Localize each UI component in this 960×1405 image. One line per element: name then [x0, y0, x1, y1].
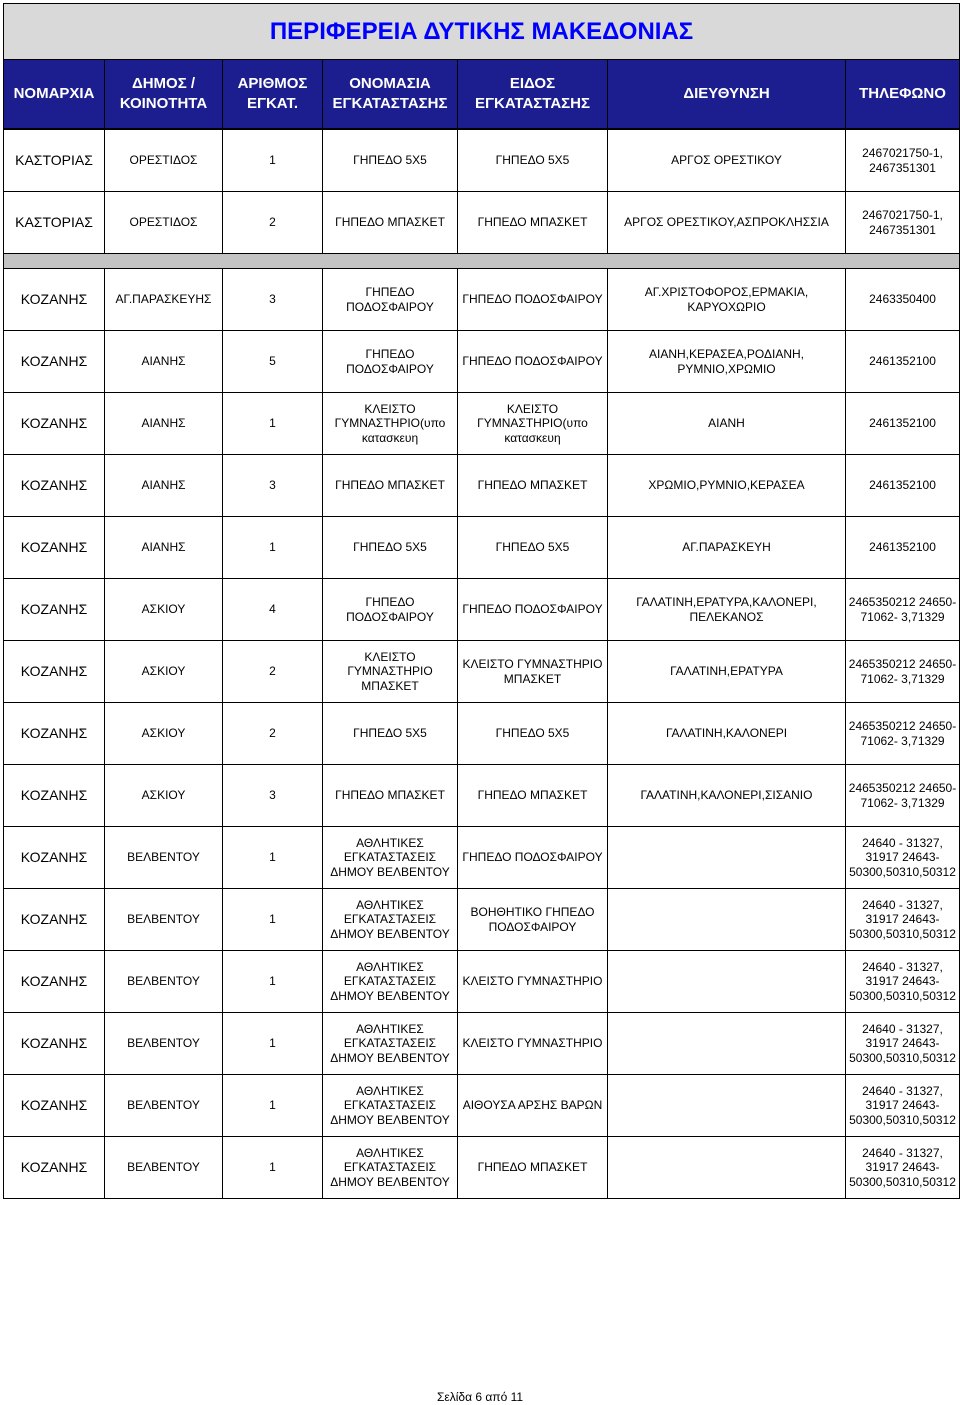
- table-cell: 24640 - 31327, 31917 24643- 50300,50310,50312: [846, 1013, 960, 1075]
- table-cell: 1: [223, 1075, 323, 1137]
- table-cell: ΚΟΖΑΝΗΣ: [4, 1075, 105, 1137]
- table-cell: ΒΕΛΒΕΝΤΟΥ: [105, 951, 223, 1013]
- table-cell: 2: [223, 703, 323, 765]
- table-cell: ΓΗΠΕΔΟ ΜΠΑΣΚΕΤ: [323, 765, 458, 827]
- table-cell: ΑΘΛΗΤΙΚΕΣ ΕΓΚΑΤΑΣΤΑΣΕΙΣ ΔΗΜΟΥ ΒΕΛΒΕΝΤΟΥ: [323, 1013, 458, 1075]
- table-cell: ΓΗΠΕΔΟ ΠΟΔΟΣΦΑΙΡΟΥ: [458, 579, 608, 641]
- table-cell: ΓΗΠΕΔΟ ΜΠΑΣΚΕΤ: [458, 192, 608, 254]
- header-cell: ΟΝΟΜΑΣΙΑ ΕΓΚΑΤΑΣΤΑΣΗΣ: [323, 60, 458, 129]
- table-cell: ΒΕΛΒΕΝΤΟΥ: [105, 827, 223, 889]
- table-cell: 2461352100: [846, 393, 960, 455]
- table-row: [4, 393, 960, 455]
- table-cell: ΑΣΚΙΟΥ: [105, 641, 223, 703]
- table-cell: ΚΛΕΙΣΤΟ ΓΥΜΝΑΣΤΗΡΙΟ: [458, 1013, 608, 1075]
- document-page: [3, 3, 959, 1199]
- table-cell: ΒΟΗΘΗΤΙΚΟ ΓΗΠΕΔΟ ΠΟΔΟΣΦΑΙΡΟΥ: [458, 889, 608, 951]
- table-cell: 2461352100: [846, 331, 960, 393]
- table-cell: ΓΗΠΕΔΟ 5Χ5: [458, 130, 608, 192]
- table-cell: 2467021750-1, 2467351301: [846, 192, 960, 254]
- table-row: [4, 331, 960, 393]
- table-cell: ΓΗΠΕΔΟ ΠΟΔΟΣΦΑΙΡΟΥ: [458, 827, 608, 889]
- table-cell: ΚΟΖΑΝΗΣ: [4, 827, 105, 889]
- table-cell: ΚΟΖΑΝΗΣ: [4, 951, 105, 1013]
- table-cell: ΓΗΠΕΔΟ ΠΟΔΟΣΦΑΙΡΟΥ: [323, 269, 458, 331]
- table-row: [4, 765, 960, 827]
- table-cell: 2465350212 24650-71062- 3,71329: [846, 765, 960, 827]
- table-cell: 4: [223, 579, 323, 641]
- table-cell: ΓΗΠΕΔΟ ΠΟΔΟΣΦΑΙΡΟΥ: [458, 269, 608, 331]
- table-cell: 24640 - 31327, 31917 24643- 50300,50310,50312: [846, 951, 960, 1013]
- table-cell: ΚΟΖΑΝΗΣ: [4, 393, 105, 455]
- table-cell: ΓΑΛΑΤΙΝΗ,ΕΡΑΤΥΡΑ: [608, 641, 846, 703]
- facilities-table: [3, 3, 960, 1199]
- table-row: [4, 1137, 960, 1199]
- table-row: [4, 889, 960, 951]
- table-cell: 3: [223, 455, 323, 517]
- table-cell: ΚΟΖΑΝΗΣ: [4, 889, 105, 951]
- table-cell: ΧΡΩΜΙΟ,ΡΥΜΝΙΟ,ΚΕΡΑΣΕΑ: [608, 455, 846, 517]
- table-row: [4, 1075, 960, 1137]
- table-cell: ΚΟΖΑΝΗΣ: [4, 641, 105, 703]
- table-cell: ΒΕΛΒΕΝΤΟΥ: [105, 1137, 223, 1199]
- table-cell: ΓΗΠΕΔΟ ΜΠΑΣΚΕΤ: [458, 455, 608, 517]
- table-cell: ΚΟΖΑΝΗΣ: [4, 331, 105, 393]
- header-cell: ΤΗΛΕΦΩΝΟ: [846, 60, 960, 129]
- table-cell: ΓΑΛΑΤΙΝΗ,ΚΑΛΟΝΕΡΙ: [608, 703, 846, 765]
- table-cell: 1: [223, 1137, 323, 1199]
- table-cell: ΒΕΛΒΕΝΤΟΥ: [105, 1075, 223, 1137]
- table-cell: [608, 1137, 846, 1199]
- table-cell: ΓΗΠΕΔΟ ΜΠΑΣΚΕΤ: [458, 765, 608, 827]
- table-cell: ΚΟΖΑΝΗΣ: [4, 1137, 105, 1199]
- table-cell: 2461352100: [846, 455, 960, 517]
- table-cell: ΟΡΕΣΤΙΔΟΣ: [105, 130, 223, 192]
- page-title: ΠΕΡΙΦΕΡΕΙΑ ΔΥΤΙΚΗΣ ΜΑΚΕΔΟΝΙΑΣ: [4, 4, 960, 60]
- table-cell: ΑΓ.ΧΡΙΣΤΟΦΟΡΟΣ,ΕΡΜΑΚΙΑ, ΚΑΡΥΟΧΩΡΙΟ: [608, 269, 846, 331]
- table-cell: ΚΛΕΙΣΤΟ ΓΥΜΝΑΣΤΗΡΙΟ(υπο κατασκευη: [323, 393, 458, 455]
- table-row: [4, 579, 960, 641]
- table-row: [4, 269, 960, 331]
- table-cell: 1: [223, 130, 323, 192]
- table-cell: ΓΑΛΑΤΙΝΗ,ΕΡΑΤΥΡΑ,ΚΑΛΟΝΕΡΙ, ΠΕΛΕΚΑΝΟΣ: [608, 579, 846, 641]
- table-cell: ΒΕΛΒΕΝΤΟΥ: [105, 889, 223, 951]
- table-cell: 2465350212 24650-71062- 3,71329: [846, 641, 960, 703]
- table-cell: 1: [223, 1013, 323, 1075]
- table-cell: ΑΙΘΟΥΣΑ ΑΡΣΗΣ ΒΑΡΩΝ: [458, 1075, 608, 1137]
- table-cell: ΑΡΓΟΣ ΟΡΕΣΤΙΚΟΥ: [608, 130, 846, 192]
- table-cell: ΓΗΠΕΔΟ ΜΠΑΣΚΕΤ: [458, 1137, 608, 1199]
- table-row: [4, 192, 960, 254]
- table-row: [4, 1013, 960, 1075]
- table-cell: ΚΟΖΑΝΗΣ: [4, 517, 105, 579]
- table-cell: ΑΙΑΝΗ: [608, 393, 846, 455]
- table-cell: ΑΓ.ΠΑΡΑΣΚΕΥΗΣ: [105, 269, 223, 331]
- table-cell: ΟΡΕΣΤΙΔΟΣ: [105, 192, 223, 254]
- table-cell: ΑΙΑΝΗΣ: [105, 331, 223, 393]
- table-cell: ΑΘΛΗΤΙΚΕΣ ΕΓΚΑΤΑΣΤΑΣΕΙΣ ΔΗΜΟΥ ΒΕΛΒΕΝΤΟΥ: [323, 951, 458, 1013]
- page-footer: Σελίδα 6 από 11: [436, 1390, 524, 1404]
- table-cell: ΚΛΕΙΣΤΟ ΓΥΜΝΑΣΤΗΡΙΟ ΜΠΑΣΚΕΤ: [323, 641, 458, 703]
- table-cell: ΓΑΛΑΤΙΝΗ,ΚΑΛΟΝΕΡΙ,ΣΙΣΑΝΙΟ: [608, 765, 846, 827]
- table-cell: ΑΓ.ΠΑΡΑΣΚΕΥΗ: [608, 517, 846, 579]
- table-cell: ΚΟΖΑΝΗΣ: [4, 579, 105, 641]
- table-cell: 1: [223, 951, 323, 1013]
- table-cell: ΚΟΖΑΝΗΣ: [4, 765, 105, 827]
- table-row: [4, 641, 960, 703]
- table-cell: 24640 - 31327, 31917 24643- 50300,50310,50312: [846, 827, 960, 889]
- table-row: [4, 827, 960, 889]
- table-cell: 2465350212 24650-71062- 3,71329: [846, 703, 960, 765]
- table-row: [4, 517, 960, 579]
- table-cell: ΚΑΣΤΟΡΙΑΣ: [4, 130, 105, 192]
- table-cell: ΑΣΚΙΟΥ: [105, 703, 223, 765]
- table-cell: 1: [223, 517, 323, 579]
- table-cell: 2: [223, 192, 323, 254]
- table-cell: ΓΗΠΕΔΟ 5Χ5: [323, 703, 458, 765]
- table-cell: ΓΗΠΕΔΟ ΠΟΔΟΣΦΑΙΡΟΥ: [458, 331, 608, 393]
- table-cell: ΚΛΕΙΣΤΟ ΓΥΜΝΑΣΤΗΡΙΟ ΜΠΑΣΚΕΤ: [458, 641, 608, 703]
- header-cell: ΑΡΙΘΜΟΣ ΕΓΚΑΤ.: [223, 60, 323, 129]
- table-cell: ΓΗΠΕΔΟ ΜΠΑΣΚΕΤ: [323, 192, 458, 254]
- table-cell: 2465350212 24650-71062- 3,71329: [846, 579, 960, 641]
- table-cell: 2: [223, 641, 323, 703]
- table-cell: 2467021750-1, 2467351301: [846, 130, 960, 192]
- table-cell: [608, 889, 846, 951]
- table-cell: ΑΘΛΗΤΙΚΕΣ ΕΓΚΑΤΑΣΤΑΣΕΙΣ ΔΗΜΟΥ ΒΕΛΒΕΝΤΟΥ: [323, 1137, 458, 1199]
- table-cell: ΑΡΓΟΣ ΟΡΕΣΤΙΚΟΥ,ΑΣΠΡΟΚΛΗΣΣΙΑ: [608, 192, 846, 254]
- table-cell: ΚΑΣΤΟΡΙΑΣ: [4, 192, 105, 254]
- header-cell: ΔΗΜΟΣ / ΚΟΙΝΟΤΗΤΑ: [105, 60, 223, 129]
- table-cell: ΓΗΠΕΔΟ 5Χ5: [458, 517, 608, 579]
- table-row: [4, 130, 960, 192]
- section-divider: [4, 254, 960, 269]
- table-cell: 24640 - 31327, 31917 24643- 50300,50310,50312: [846, 889, 960, 951]
- table-cell: 24640 - 31327, 31917 24643- 50300,50310,50312: [846, 1137, 960, 1199]
- table-cell: 2463350400: [846, 269, 960, 331]
- table-cell: ΑΙΑΝΗΣ: [105, 393, 223, 455]
- table-cell: ΓΗΠΕΔΟ ΠΟΔΟΣΦΑΙΡΟΥ: [323, 579, 458, 641]
- table-cell: ΓΗΠΕΔΟ ΠΟΔΟΣΦΑΙΡΟΥ: [323, 331, 458, 393]
- table-cell: 5: [223, 331, 323, 393]
- table-row: [4, 455, 960, 517]
- table-cell: 2461352100: [846, 517, 960, 579]
- table-row: [4, 703, 960, 765]
- table-cell: ΚΟΖΑΝΗΣ: [4, 269, 105, 331]
- table-cell: ΑΙΑΝΗΣ: [105, 517, 223, 579]
- header-cell: ΕΙΔΟΣ ΕΓΚΑΤΑΣΤΑΣΗΣ: [458, 60, 608, 129]
- table-cell: 3: [223, 765, 323, 827]
- table-cell: ΒΕΛΒΕΝΤΟΥ: [105, 1013, 223, 1075]
- table-cell: ΑΙΑΝΗΣ: [105, 455, 223, 517]
- table-cell: ΑΘΛΗΤΙΚΕΣ ΕΓΚΑΤΑΣΤΑΣΕΙΣ ΔΗΜΟΥ ΒΕΛΒΕΝΤΟΥ: [323, 1075, 458, 1137]
- table-cell: ΑΣΚΙΟΥ: [105, 765, 223, 827]
- table-cell: [608, 1075, 846, 1137]
- header-row: [4, 60, 960, 129]
- table-cell: ΓΗΠΕΔΟ 5Χ5: [323, 130, 458, 192]
- table-cell: ΚΟΖΑΝΗΣ: [4, 455, 105, 517]
- table-cell: ΚΛΕΙΣΤΟ ΓΥΜΝΑΣΤΗΡΙΟ(υπο κατασκευη: [458, 393, 608, 455]
- table-cell: 24640 - 31327, 31917 24643- 50300,50310,50312: [846, 1075, 960, 1137]
- table-cell: [608, 1013, 846, 1075]
- table-cell: ΚΟΖΑΝΗΣ: [4, 703, 105, 765]
- header-cell: ΔΙΕΥΘΥΝΣΗ: [608, 60, 846, 129]
- table-cell: ΓΗΠΕΔΟ ΜΠΑΣΚΕΤ: [323, 455, 458, 517]
- table-cell: [608, 827, 846, 889]
- table-cell: 1: [223, 889, 323, 951]
- header-cell: ΝΟΜΑΡΧΙΑ: [4, 60, 105, 129]
- table-cell: ΑΙΑΝΗ,ΚΕΡΑΣΕΑ,ΡΟΔΙΑΝΗ, ΡΥΜΝΙΟ,ΧΡΩΜΙΟ: [608, 331, 846, 393]
- table-cell: 3: [223, 269, 323, 331]
- table-cell: 1: [223, 393, 323, 455]
- table-row: [4, 951, 960, 1013]
- table-cell: ΑΘΛΗΤΙΚΕΣ ΕΓΚΑΤΑΣΤΑΣΕΙΣ ΔΗΜΟΥ ΒΕΛΒΕΝΤΟΥ: [323, 889, 458, 951]
- table-cell: ΓΗΠΕΔΟ 5Χ5: [458, 703, 608, 765]
- table-cell: ΚΛΕΙΣΤΟ ΓΥΜΝΑΣΤΗΡΙΟ: [458, 951, 608, 1013]
- table-cell: ΑΣΚΙΟΥ: [105, 579, 223, 641]
- table-cell: [608, 951, 846, 1013]
- table-cell: ΑΘΛΗΤΙΚΕΣ ΕΓΚΑΤΑΣΤΑΣΕΙΣ ΔΗΜΟΥ ΒΕΛΒΕΝΤΟΥ: [323, 827, 458, 889]
- table-cell: 1: [223, 827, 323, 889]
- table-cell: ΓΗΠΕΔΟ 5Χ5: [323, 517, 458, 579]
- table-cell: ΚΟΖΑΝΗΣ: [4, 1013, 105, 1075]
